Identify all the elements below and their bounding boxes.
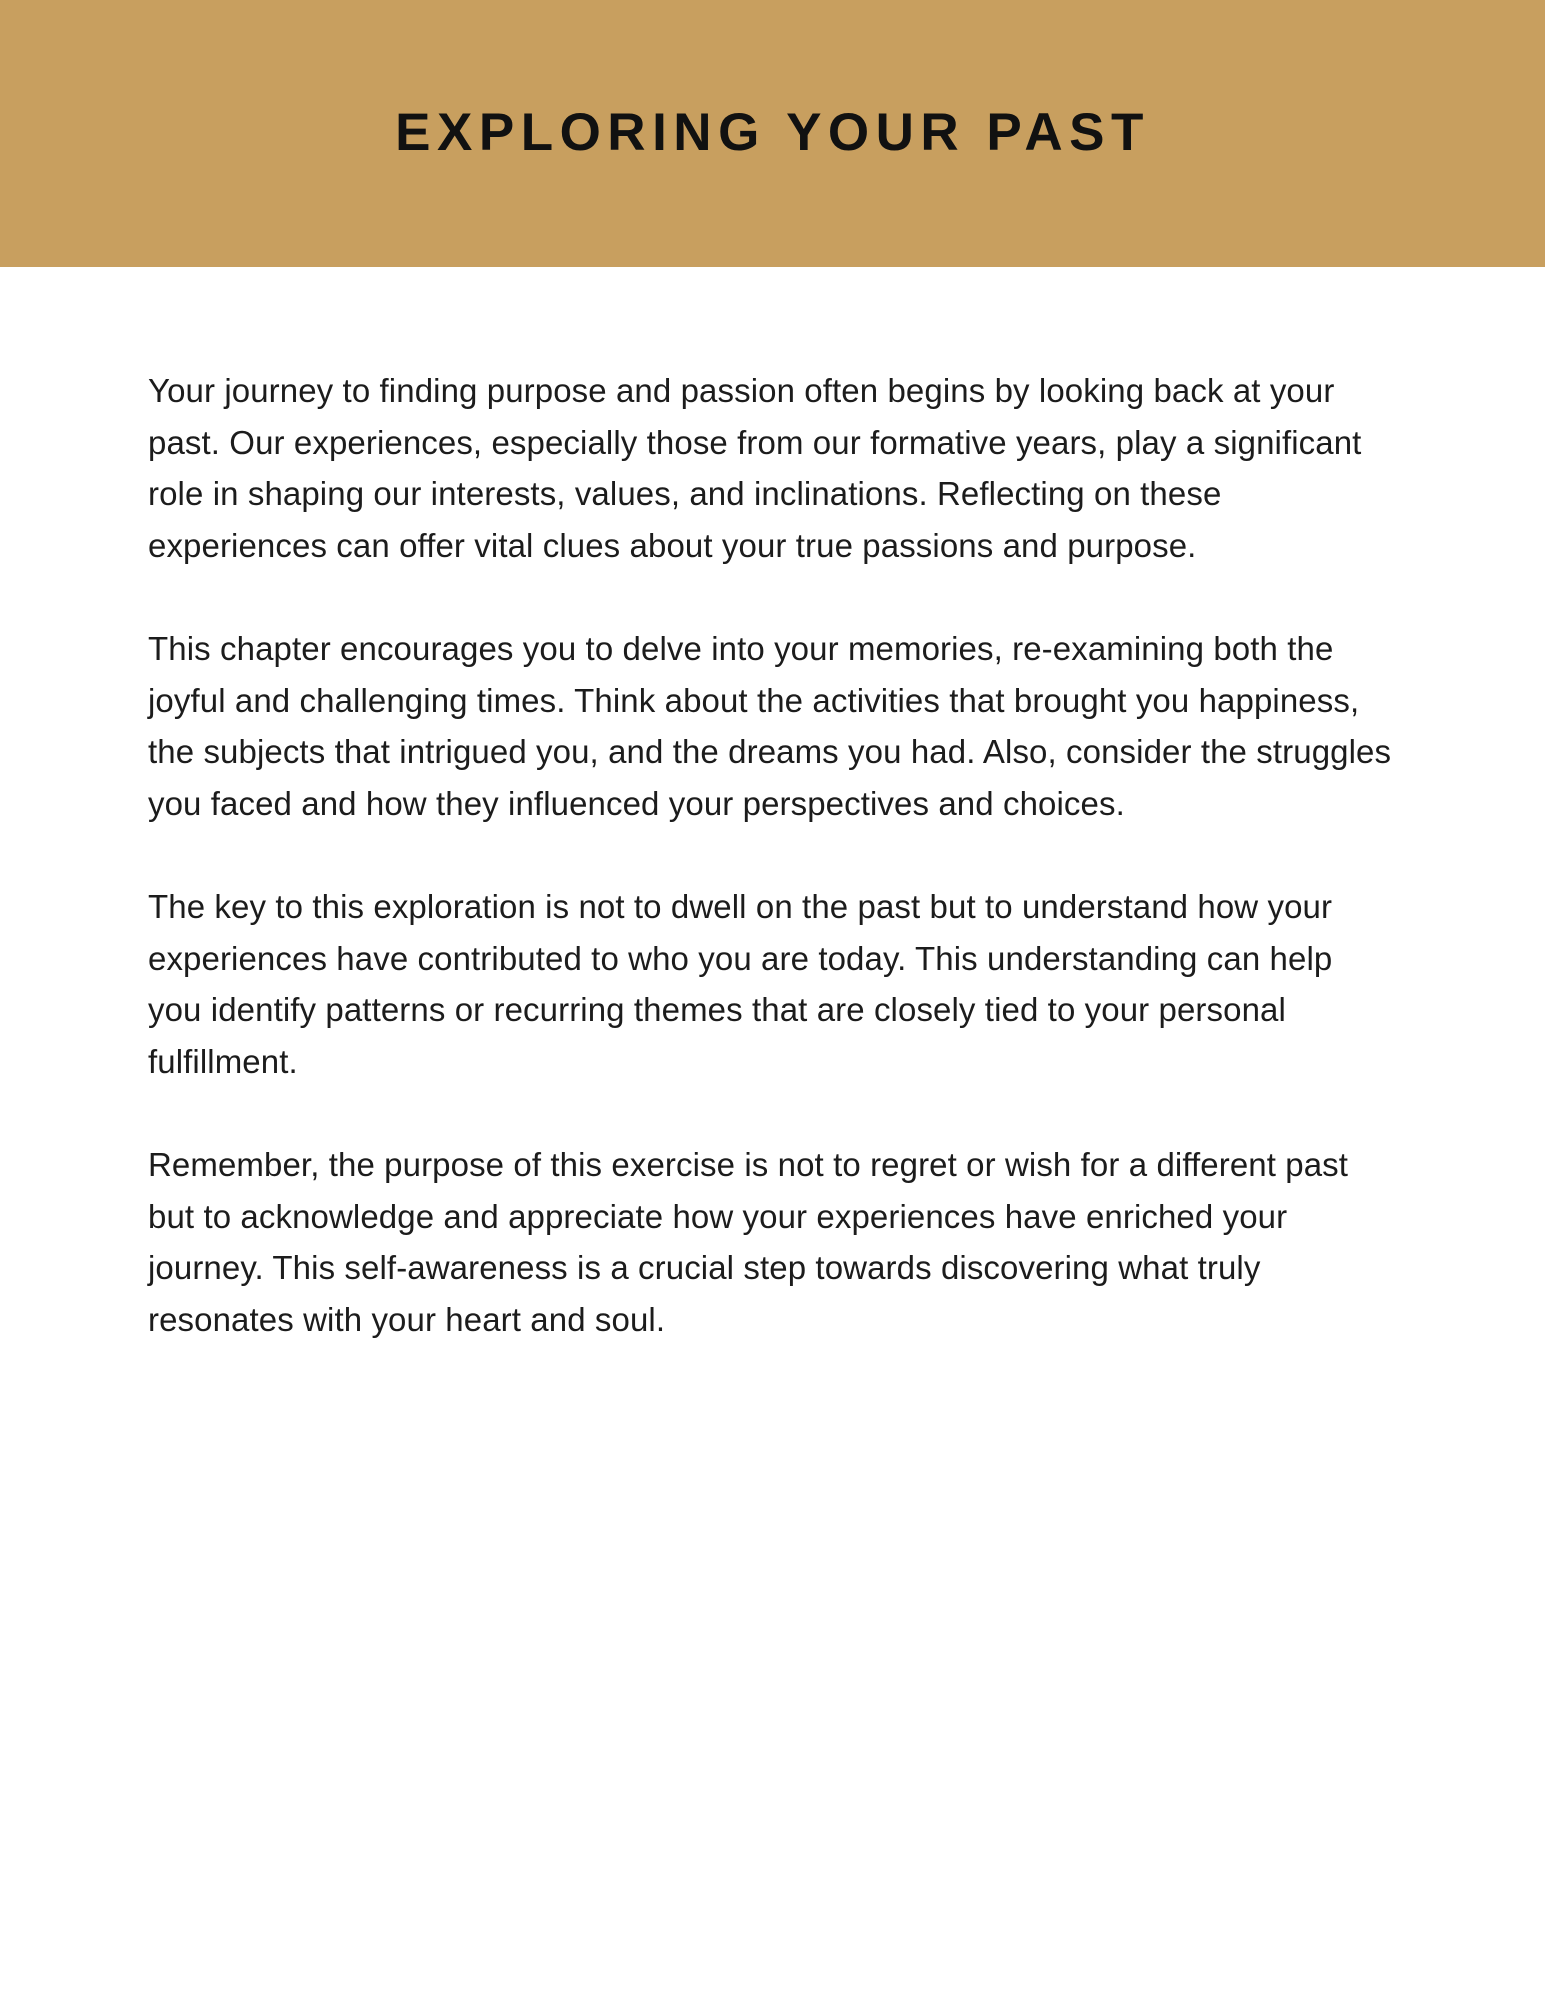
body-paragraph-1: Your journey to finding purpose and passion often begins by looking back at your past. Our experiences, especially those from our formative years, play a significant role in shaping our interests, values, and inclinations. Reflecting on these experiences can offer vital clues about your true passions and purpose.: [148, 372, 1362, 564]
document-body: [0, 267, 1545, 1345]
body-paragraph-4: Remember, the purpose of this exercise is not to regret or wish for a different past but to acknowledge and appreciate how your experiences have enriched your journey. This self-awareness is a crucial step towards discovering what truly resonates with your heart and soul.: [148, 1146, 1349, 1338]
body-paragraph-3: The key to this exploration is not to dwell on the past but to understand how your experiences have contributed to who you are today. This understanding can help you identify patterns or recurring themes that are closely tied to your personal fulfillment.: [148, 888, 1333, 1080]
page-header-band: [0, 0, 1545, 267]
page-title: EXPLORING YOUR PAST: [395, 103, 1150, 163]
body-paragraph-2: This chapter encourages you to delve into your memories, re-examining both the joyful and challenging times. Think about the activities that brought you happiness, the subjects that intrigued you, and the dreams you had. Also, consider the struggles you faced and how they influenced your perspectives and choices.: [148, 630, 1392, 822]
